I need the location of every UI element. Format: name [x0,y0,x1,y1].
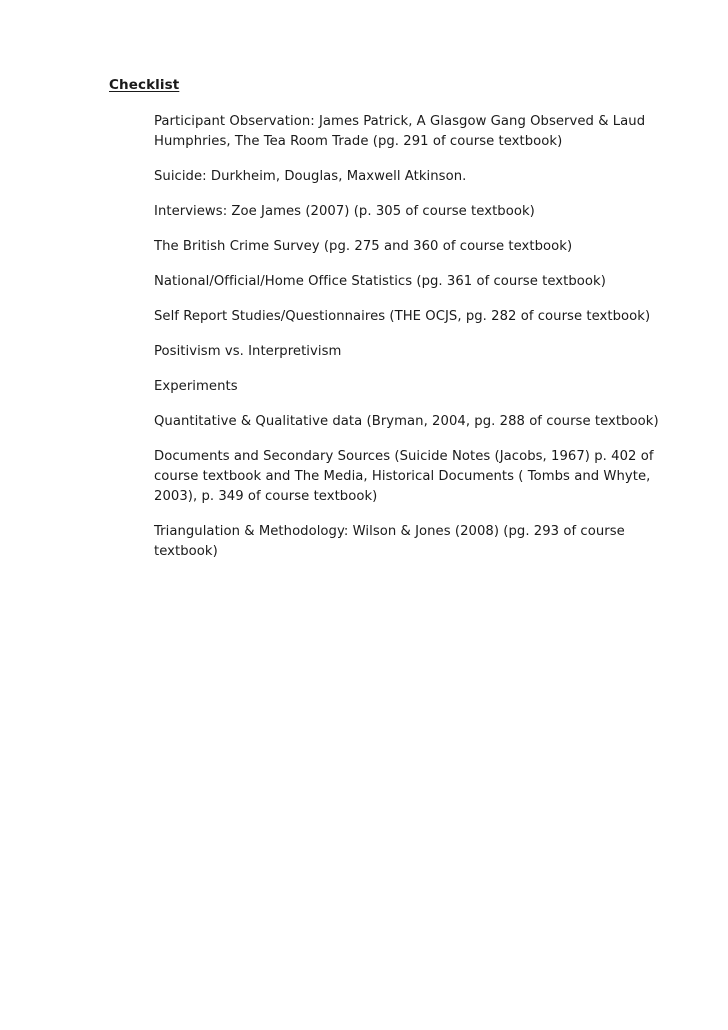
checklist-item-quantitative-qualitative: Quantitative & Qualitative data (Bryman, 2004, pg. 288 of course textbook) [154,414,659,429]
checklist-item-experiments: Experiments [154,379,238,394]
checklist-item-participant-observation: Participant Observation: James Patrick, A Glasgow Gang Observed & Laud Humphries, The Tea Room Trade (pg. 291 of course textbook) [154,114,646,149]
checklist-item-suicide: Suicide: Durkheim, Douglas, Maxwell Atkinson. [154,169,467,184]
checklist-item-british-crime-survey: The British Crime Survey (pg. 275 and 360 of course textbook) [154,239,573,254]
checklist-items [154,112,674,577]
checklist-item-official-statistics: National/Official/Home Office Statistics (pg. 361 of course textbook) [154,274,606,289]
checklist-item-documents-secondary-sources: Documents and Secondary Sources (Suicide Notes (Jacobs, 1967) p. 402 of course textbook and The Media, Historical Documents ( Tombs and Whyte, 2003), p. 349 of course textbook) [154,449,654,504]
checklist-item-triangulation: Triangulation & Methodology: Wilson & Jones (2008) (pg. 293 of course textbook) [154,524,625,559]
checklist-item-interviews: Interviews: Zoe James (2007) (p. 305 of course textbook) [154,204,535,219]
checklist-heading: Checklist [109,77,180,93]
checklist-item-positivism: Positivism vs. Interpretivism [154,344,342,359]
checklist-item-self-report-studies: Self Report Studies/Questionnaires (THE OCJS, pg. 282 of course textbook) [154,309,651,324]
